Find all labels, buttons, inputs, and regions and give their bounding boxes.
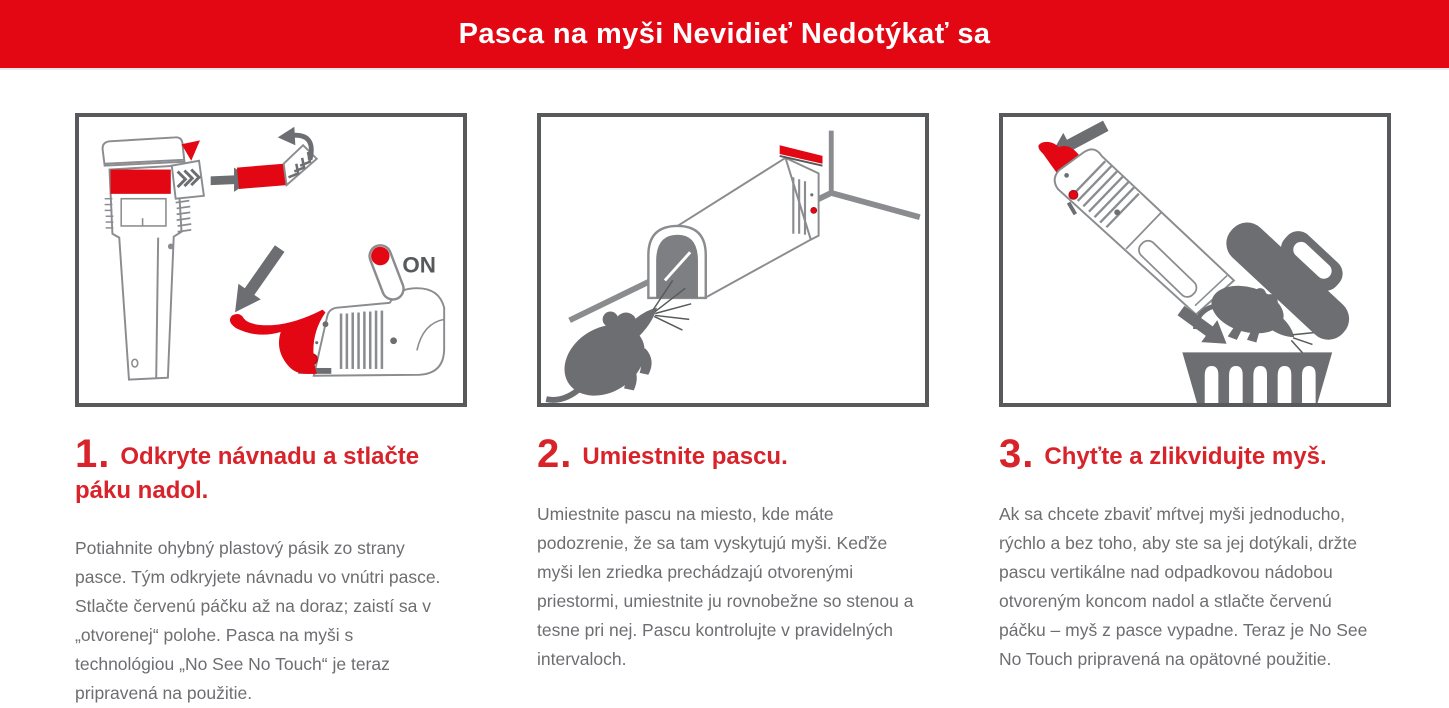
trap-tunnel bbox=[648, 145, 822, 298]
whiskers bbox=[1289, 327, 1316, 355]
page-title: Pasca na myši Nevidieť Nedotýkať sa bbox=[458, 17, 991, 50]
step-2-heading bbox=[537, 432, 929, 476]
trap-activation-illustration bbox=[79, 117, 463, 403]
chevron-strip bbox=[172, 161, 204, 199]
step-3-title: Chyťte a zlikvidujte myš. bbox=[1044, 443, 1327, 470]
step-2-body: Umiestnite pascu na miesto, kde máte podozrenie, že sa tam vyskytujú myši. Keďže myši len zriedka prechádzajú otvorenými priestormi, umiestnite ju rovnobežne so stenou a tesne pri nej. Pascu kontrolujte v pravidelných intervaloch. bbox=[537, 504, 914, 669]
press-lever-arrow-icon bbox=[224, 241, 291, 320]
on-indicator-label: ON bbox=[402, 252, 436, 278]
step-2 bbox=[537, 113, 929, 708]
mouse-disposal-illustration bbox=[1003, 117, 1387, 403]
step-1-body: Potiahnite ohybný plastový pásik zo strany pasce. Tým odkryjete návnadu vo vnútri pasce. Stlačte červenú páčku až na doraz; zaistí sa v „otvorenej“ polohe. Pasca na myši s technológiou „No See No Touch“ je teraz pripravená na použitie. bbox=[75, 538, 441, 703]
step-3-number: 3. bbox=[999, 432, 1035, 476]
step-1-heading bbox=[75, 432, 467, 508]
trap-placement-illustration bbox=[541, 117, 925, 403]
trap-side-view bbox=[230, 288, 444, 376]
step-1-number: 1. bbox=[75, 432, 111, 476]
step-3-illustration-panel bbox=[999, 113, 1391, 407]
step-1 bbox=[75, 113, 467, 708]
trash-can bbox=[1182, 352, 1332, 403]
removed-bait-strip bbox=[237, 145, 317, 189]
step-3 bbox=[999, 113, 1391, 708]
header-banner bbox=[0, 0, 1449, 70]
step-1-illustration-panel bbox=[75, 113, 467, 407]
step-3-heading bbox=[999, 432, 1391, 476]
red-lever bbox=[230, 310, 326, 374]
step-1-title: Odkryte návnadu a stlačte páku nadol. bbox=[75, 443, 420, 504]
steps-container bbox=[0, 70, 1449, 708]
bait-cover-strip bbox=[110, 170, 170, 194]
step-2-illustration-panel bbox=[537, 113, 929, 407]
trap-tilted bbox=[1055, 149, 1234, 314]
step-3-body: Ak sa chcete zbaviť mŕtvej myši jednoducho, rýchlo a bez toho, aby ste sa jej dotýkali, držte pascu vertikálne nad odpadkovou nádobou otvoreným koncom nadol a stlačte červenú páčku – myš z pasce vypadne. Teraz je No See No Touch pripravená na opätovné použitie. bbox=[999, 504, 1368, 669]
step-2-title: Umiestnite pascu. bbox=[582, 443, 788, 470]
step-2-number: 2. bbox=[537, 432, 573, 476]
